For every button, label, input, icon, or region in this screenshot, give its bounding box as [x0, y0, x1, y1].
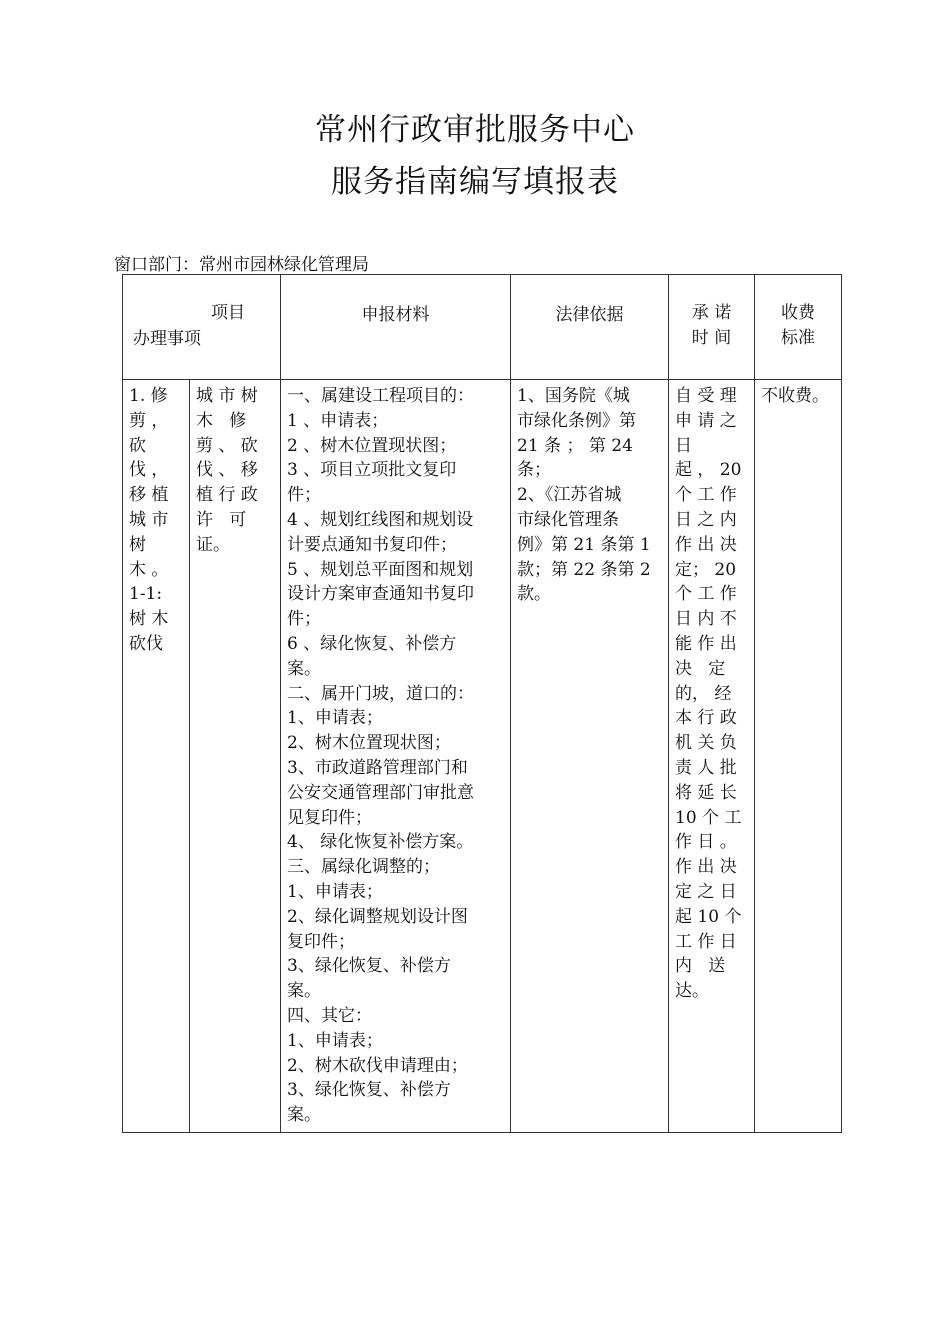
- legal-cell: [511, 380, 669, 1133]
- materials-line: 2、树木位置现状图；: [287, 733, 451, 754]
- license-line: 剪 、 砍: [196, 435, 258, 456]
- legal-line: 款。: [517, 584, 551, 605]
- materials-line: 1 、申请表；: [287, 410, 389, 431]
- header-materials-label: 申报材料: [361, 305, 430, 325]
- header-promise-label-1: 承 诺: [691, 303, 732, 323]
- materials-line: 3、绿化恢复、补偿方: [287, 1080, 451, 1101]
- license-line: 植 行 政: [196, 485, 258, 506]
- promise-line: 作 出 决: [675, 534, 737, 555]
- header-matter-label: 办理事项: [133, 329, 201, 349]
- promise-line: 达。: [675, 981, 709, 1002]
- matter-line: 木 。: [129, 559, 169, 580]
- page-subtitle: 服务指南编写填报表: [331, 164, 619, 200]
- materials-line: 1、申请表；: [287, 708, 383, 729]
- promise-line: 个 工 作: [675, 485, 737, 506]
- materials-line: 1、申请表；: [287, 1030, 383, 1051]
- materials-line: 3 、项目立项批文复印: [287, 460, 457, 481]
- promise-line: 起 ， 20: [675, 460, 742, 481]
- materials-line: 6 、绿化恢复、补偿方: [287, 633, 457, 654]
- promise-line: 日 之 内: [675, 509, 737, 530]
- materials-line: 4、 绿化恢复补偿方案。: [287, 832, 474, 853]
- legal-line: 市绿化条例》第: [517, 410, 636, 431]
- promise-line: 定 之 日: [675, 881, 737, 902]
- materials-line: 1、申请表；: [287, 881, 383, 902]
- materials-line: 案。: [287, 658, 321, 679]
- legal-line: 1、国务院《城: [517, 386, 630, 406]
- matter-line: 剪 ，: [129, 410, 169, 431]
- legal-line: 款；第 22 条第 2: [517, 559, 651, 580]
- promise-line: 日 内 不: [675, 609, 737, 630]
- legal-line: 21 条 ； 第 24: [517, 435, 633, 456]
- legal-line: 条；: [517, 460, 551, 481]
- materials-line: 2 、树木位置现状图；: [287, 435, 457, 456]
- materials-line: 案。: [287, 1105, 321, 1126]
- promise-line: 申 请 之: [675, 410, 737, 431]
- license-cell: [190, 380, 281, 1133]
- table-header-row: [123, 275, 842, 380]
- materials-line: 2、绿化调整规划设计图: [287, 906, 468, 927]
- materials-line: 复印件；: [287, 931, 355, 952]
- promise-line: 责 人 批: [675, 757, 737, 778]
- matter-line: 砍: [129, 435, 146, 456]
- promise-line: 决 定: [675, 658, 726, 679]
- materials-line: 一、属建设工程项目的：: [287, 386, 474, 406]
- matter-line: 伐 ，: [129, 460, 169, 481]
- header-fee: [755, 275, 842, 380]
- header-fee-label-2: 标准: [781, 327, 815, 348]
- matter-line: 树 木: [129, 609, 169, 630]
- matter-line: 城 市: [129, 509, 169, 530]
- table-row: [123, 380, 842, 1133]
- license-line: 城 市 树: [196, 386, 258, 406]
- promise-line: 作 日 。: [675, 832, 737, 853]
- materials-line: 见复印件；: [287, 807, 372, 828]
- page-title: 常州行政审批服务中心: [315, 112, 635, 148]
- matter-line: 1. 修: [129, 386, 168, 406]
- promise-line: 10 个 工: [675, 807, 742, 828]
- materials-line: 公安交通管理部门审批意: [287, 782, 474, 803]
- header-item-label: 项目: [211, 303, 245, 323]
- promise-line: 个 工 作: [675, 584, 737, 605]
- matter-line: 1-1:: [129, 584, 163, 605]
- fee-cell: [755, 380, 842, 1133]
- matter-line: 树: [129, 534, 146, 555]
- matter-line: 移 植: [129, 485, 169, 506]
- materials-line: 案。: [287, 981, 321, 1002]
- materials-line: 件；: [287, 609, 321, 630]
- service-guide-table: [122, 274, 842, 1133]
- promise-line: 机 关 负: [675, 733, 737, 754]
- promise-line: 将 延 长: [675, 782, 737, 803]
- fee-value: 不收费。: [761, 386, 829, 406]
- promise-line: 日: [675, 435, 692, 456]
- license-line: 证。: [196, 534, 230, 555]
- promise-line: 的， 经: [675, 683, 732, 704]
- matter-line: 砍伐: [129, 633, 163, 654]
- materials-line: 4 、规划红线图和规划设: [287, 509, 474, 530]
- promise-line: 作 出 决: [675, 857, 737, 878]
- promise-line: 自 受 理: [675, 386, 737, 406]
- header-promise-label-2: 时 间: [691, 327, 732, 348]
- promise-line: 内 送: [675, 956, 726, 977]
- materials-line: 2、树木砍伐申请理由；: [287, 1055, 468, 1076]
- legal-line: 例》第 21 条第 1: [517, 534, 651, 555]
- materials-line: 计要点通知书复印件；: [287, 534, 457, 555]
- legal-line: 市绿化管理条: [517, 509, 619, 530]
- materials-line: 件；: [287, 485, 321, 506]
- materials-line: 3、绿化恢复、补偿方: [287, 956, 451, 977]
- materials-line: 二、属开门坡，道口的：: [287, 683, 474, 704]
- promise-line: 起 10 个: [675, 906, 742, 927]
- promise-cell: [669, 380, 755, 1133]
- header-materials: [281, 275, 511, 380]
- header-legal: [511, 275, 669, 380]
- materials-line: 5 、规划总平面图和规划: [287, 559, 474, 580]
- legal-line: 2、《江苏省城: [517, 485, 622, 506]
- license-line: 木 修: [196, 410, 247, 431]
- header-promise: [669, 275, 755, 380]
- department-label: 窗口部门：常州市园林绿化管理局: [114, 255, 369, 275]
- header-item-cell: [123, 275, 281, 380]
- promise-line: 本 行 政: [675, 708, 737, 729]
- license-line: 伐 、 移: [196, 460, 258, 481]
- header-fee-label-1: 收费: [781, 303, 815, 323]
- materials-cell: [281, 380, 511, 1133]
- matter-cell: [123, 380, 190, 1133]
- materials-line: 四、其它：: [287, 1005, 372, 1026]
- materials-line: 3、市政道路管理部门和: [287, 757, 468, 778]
- promise-line: 工 作 日: [675, 931, 737, 952]
- materials-line: 设计方案审查通知书复印: [287, 584, 474, 605]
- materials-line: 三、属绿化调整的；: [287, 857, 440, 878]
- header-legal-label: 法律依据: [555, 305, 624, 325]
- promise-line: 定； 20: [675, 559, 737, 580]
- promise-line: 能 作 出: [675, 633, 737, 654]
- license-line: 许 可: [196, 509, 247, 530]
